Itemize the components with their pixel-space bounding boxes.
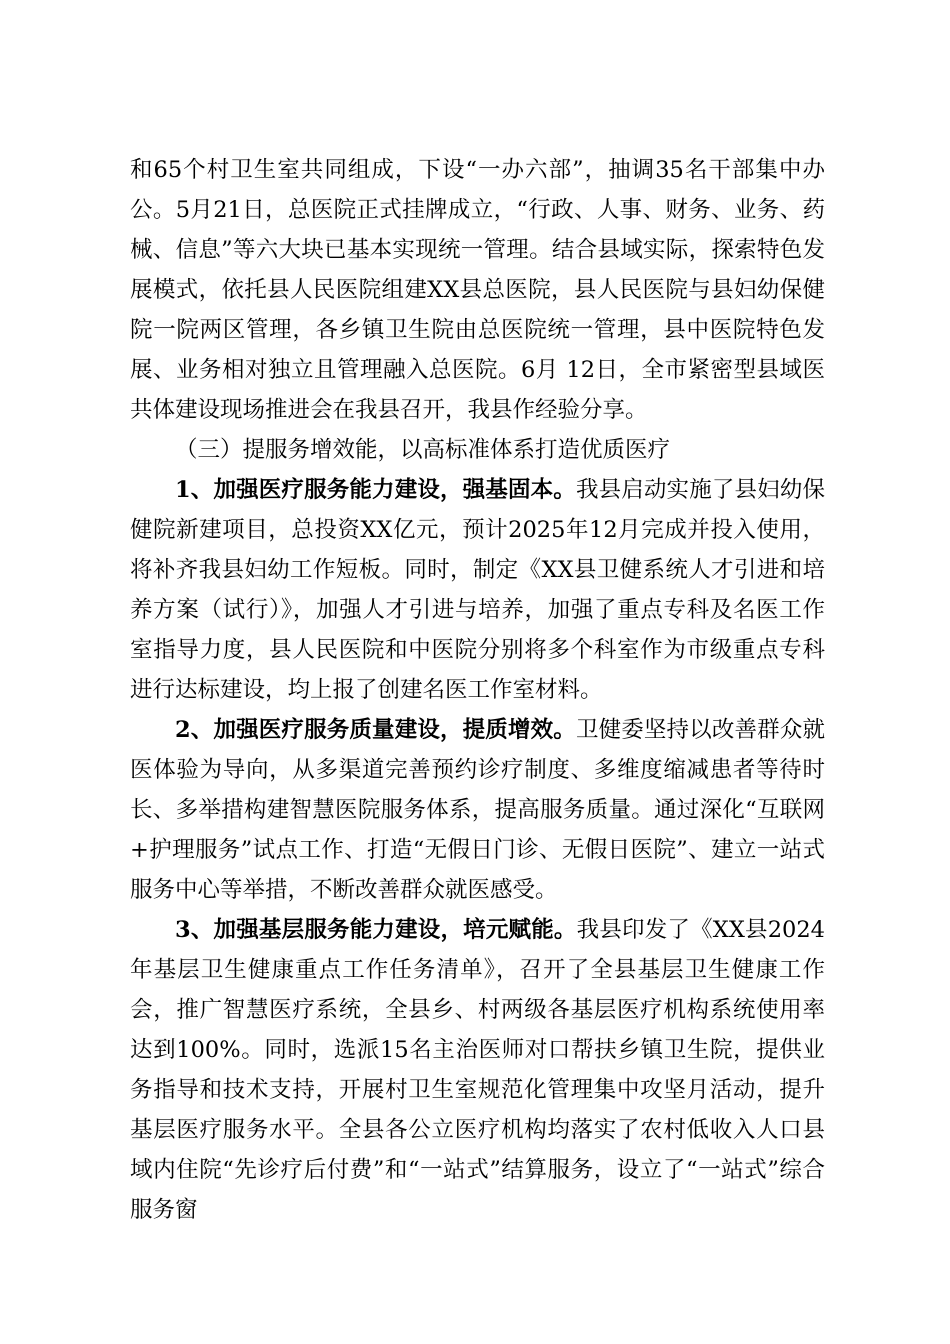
paragraph-text: 和65个村卫生室共同组成，下设“一办六部”，抽调35名干部集中办公。5月21日，总医院正式挂牌成立，“行政、人事、财务、业务、药械、信息”等六大块已基本实现统一管理。结合县域实际，探索特色发展模式，依托县人民医院组建XX县总医院，县人民医院与县妇幼保健院一院两区管理，各乡镇卫生院由总医院统一管理，县中医院特色发展、业务相对独立且管理融入总医院。6月 12日，全市紧密型县域医共体建设现场推进会在我县召开，我县作经验分享。 (130, 157, 825, 423)
item-lead: 1、加强医疗服务能力建设，强基固本。 (175, 477, 576, 503)
item-text: 我县印发了《XX县2024年基层卫生健康重点工作任务清单》，召开了全县基层卫生健康工作会，推广智慧医疗系统，全县乡、村两级各基层医疗机构系统使用率达到100%。同时，选派15名主治医师对口帮扶乡镇卫生院，提供业务指导和技术支持，开展村卫生室规范化管理集中攻坚月活动，提升基层医疗服务水平。全县各公立医疗机构均落实了农村低收入人口县域内住院“先诊疗后付费”和“一站式”结算服务，设立了“一站式”综合服务窗 (130, 917, 825, 1223)
section-heading-text: （三）提服务增效能，以高标准体系打造优质医疗 (175, 437, 671, 463)
section-heading (130, 430, 825, 470)
item-text: 卫健委坚持以改善群众就医体验为导向，从多渠道完善预约诊疗制度、多维度缩减患者等待时长、多举措构建智慧医院服务体系，提高服务质量。通过深化“互联网+护理服务”试点工作、打造“无假日门诊、无假日医院”、建立一站式服务中心等举措，不断改善群众就医感受。 (130, 717, 825, 903)
document-body (130, 150, 825, 1230)
item-lead: 2、加强医疗服务质量建设，提质增效。 (175, 717, 576, 743)
item-paragraph-3 (130, 910, 825, 1230)
item-paragraph-1 (130, 470, 825, 710)
item-text: 我县启动实施了县妇幼保健院新建项目，总投资XX亿元，预计2025年12月完成并投入使用，将补齐我县妇幼工作短板。同时，制定《XX县卫健系统人才引进和培养方案（试行）》，加强人才引进与培养，加强了重点专科及名医工作室指导力度，县人民医院和中医院分别将多个科室作为市级重点专科进行达标建设，均上报了创建名医工作室材料。 (130, 477, 825, 703)
item-lead: 3、加强基层服务能力建设，培元赋能。 (175, 917, 577, 943)
paragraph-continuation (130, 150, 825, 430)
item-paragraph-2 (130, 710, 825, 910)
